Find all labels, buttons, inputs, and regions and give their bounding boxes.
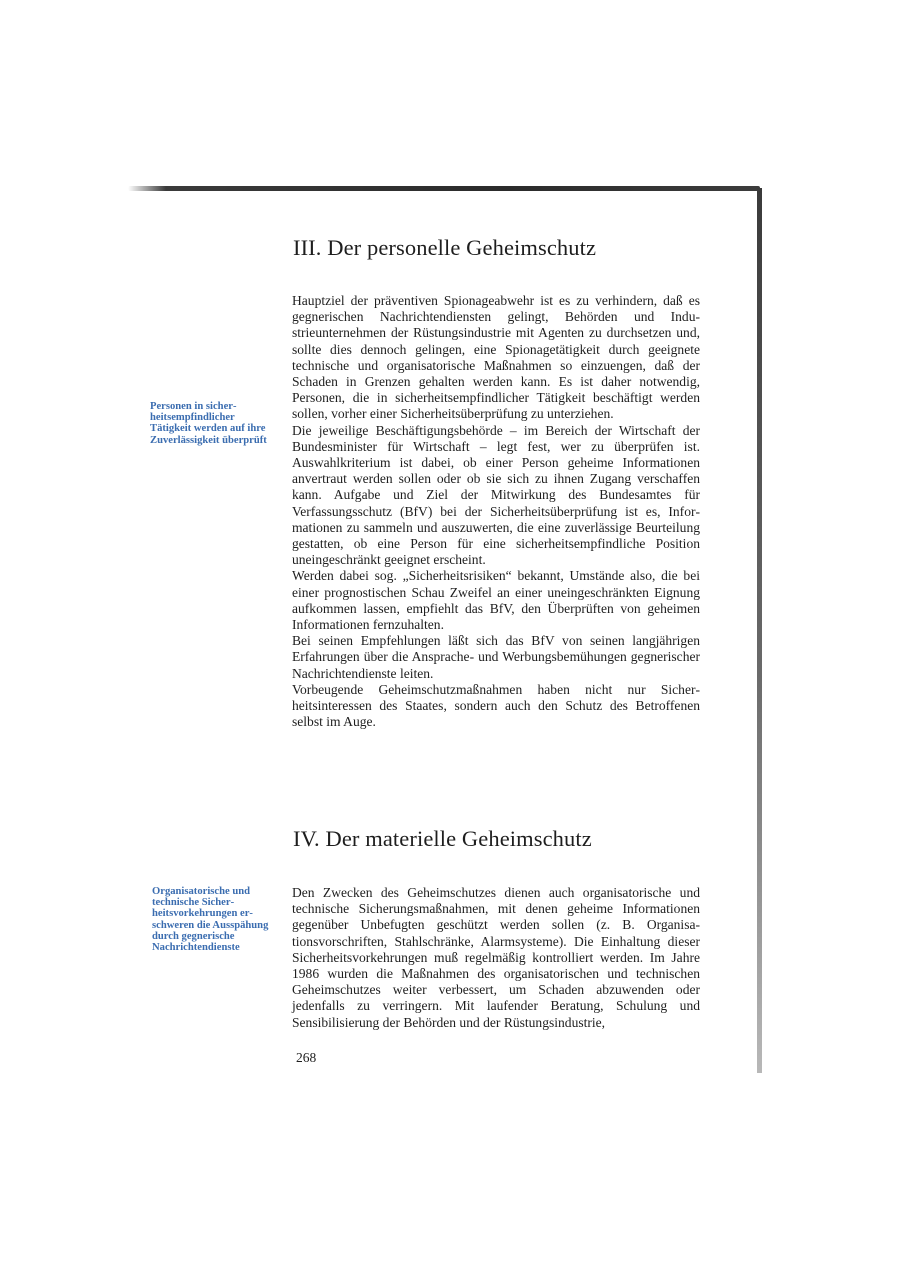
right-edge-rule [757,188,762,1073]
section-3-margin-note: Personen in sicherheitsempfindlicher Tätigkeit werden auf ihre Zuverlässigkeit überprüft [150,401,267,446]
section-3-paragraph: Werden dabei sog. „Sicherheitsrisiken“ bekannt, Umstände also, die bei einer prognostischen Schau Zweifel an einer uneingeschränkten Eignung aufkommen lassen, empfiehlt das BfV, den Überprüften von geheimen Informationen fernzuhalten. [292,568,700,633]
page-number: 268 [296,1050,317,1065]
section-3-paragraph: Bei seinen Empfehlungen läßt sich das BfV von seinen langjährigen Erfahrungen über die Ansprache- und Werbungsbemühungen gegnerischer Nachrichtendienste leiten. [292,633,700,681]
top-rule [128,186,760,191]
section-4-paragraph: Den Zwecken des Geheimschutzes dienen auch organisatorische und technische Sicherungsmaßnahmen, mit denen geheime Informationen gegenüber Unbefugten geschützt werden sollen (z. B. Organisationsvorschriften, Stahlschränke, Alarmsysteme). Die Einhaltung dieser Sicherheitsvorkehrungen muß regelmäßig kontrolliert werden. Im Jahre 1986 wurden die Maßnahmen des organisatorischen und technischen Geheimschutzes weiter verbessert, um Schaden abzuwenden oder jedenfalls zu verringern. Mit laufender Beratung, Schulung und Sensibilisierung der Behörden und der Rüstungsindustrie, [292,885,700,1030]
section-4-body [292,885,700,1031]
section-3-paragraph: Hauptziel der präventiven Spionageabwehr ist es zu verhindern, daß es gegnerischen Nachrichtendiensten gelingt, Behörden und Industrieunternehmen der Rüstungsindustrie mit Agenten zu durchsetzen und, sollte dies dennoch gelingen, eine Spionagetätigkeit durch geeignete technische und organisatorische Maßnahmen so einzuengen, daß der Schaden in Grenzen gehalten werden kann. Es ist daher notwendig, Personen, die in sicherheitsempfindlicher Tätigkeit beschäftigt werden sollen, vorher einer Sicherheitsüberprüfung zu unterziehen. [292,293,700,422]
section-3-paragraph: Die jeweilige Beschäftigungsbehörde – im Bereich der Wirtschaft der Bundesminister für Wirtschaft – legt fest, wer zu überprüfen ist. Auswahlkriterium ist dabei, ob einer Person geheime Informationen anvertraut werden sollen oder ob sie sich zu ihnen Zugang verschaffen kann. Aufgabe und Ziel der Mitwirkung des Bundesamtes für Verfassungsschutz (BfV) bei der Sicherheitsüberprüfung ist es, Informationen zu sammeln und auszuwerten, die eine zuverlässige Beurteilung gestatten, ob eine Person für eine sicherheitsempfindliche Position uneingeschränkt geeignet erscheint. [292,422,700,568]
section-3-body [292,293,700,730]
section-4-heading: IV. Der materielle Geheimschutz [293,826,592,851]
section-3-heading: III. Der personelle Geheimschutz [293,235,597,260]
section-4-margin-note: Organisatorische und technische Sicherheitsvorkehrungen erschweren die Ausspähung durch gegnerische Nachrichtendienste [152,886,269,954]
section-3-paragraph: Vorbeugende Geheimschutzmaßnahmen haben nicht nur Sicherheitsinteressen des Staates, sondern auch den Schutz des Betroffenen selbst im Auge. [292,681,700,730]
